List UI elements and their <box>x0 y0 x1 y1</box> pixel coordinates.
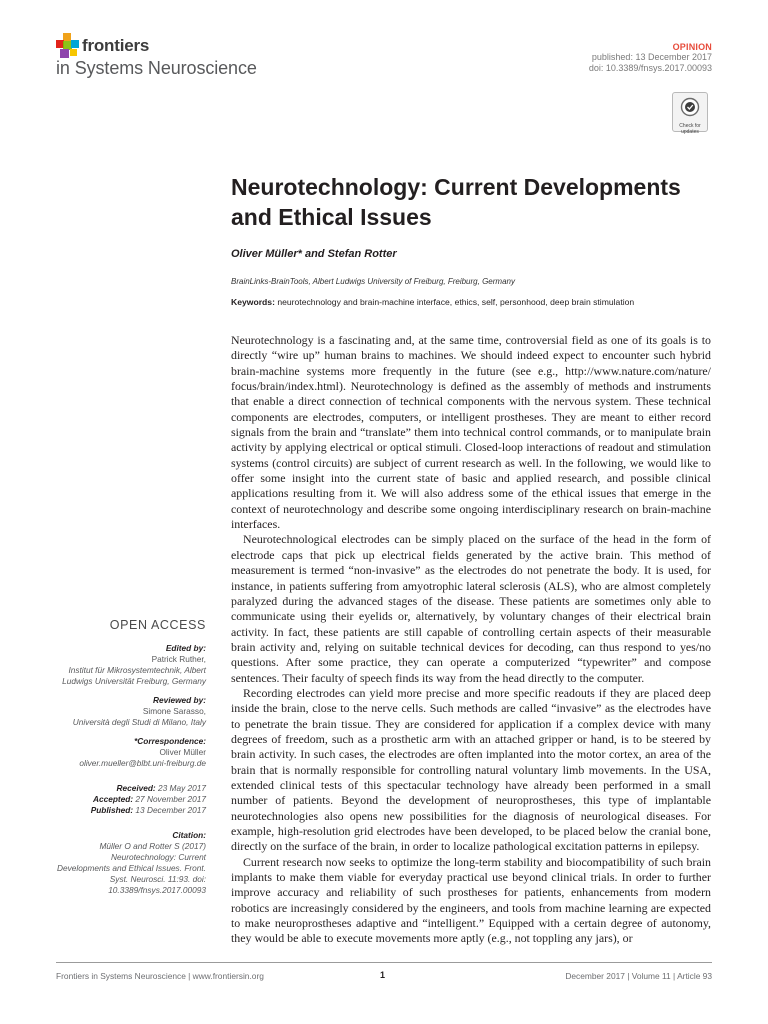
published-label: Published: <box>90 805 134 815</box>
paragraph-1: Neurotechnology is a fascinating and, at the same time, controversial field as one of its goals is to directly “wire up” human brains to machines. We should indeed expect to encounter such hybrid brain-machine systems more frequently in the future (see e.g., http://www.nature.com/nature/ focus/brain/index.html). Neurotechnology is defined as the assembly of methods and instruments that enable a direct connection of technical components with the nervous system. These technical components are electrodes, computers, or intelligent prostheses. They are meant to either record signals from the brain and “translate” them into technical control commands, or to manipulate brain activity by applying electrical or optical stimuli. Closed-loop interactions of readout and stimulation systems (control circuits) are subject of current research as well. In the following, we would like to offer some insight into the current state of basic and applied research, and possible clinical applications resulting from it. We will also address some of the ethical issues that emerge in the context of neurotechnology and describe some ongoing interdisciplinary research on brain-machine interfaces. <box>231 333 711 532</box>
journal-name: in Systems Neuroscience <box>56 58 257 78</box>
footer-issue-info: December 2017 | Volume 11 | Article 93 <box>565 971 712 981</box>
editor-affiliation: Institut für Mikrosystemtechnik, Albert Ludwigs Universität Freiburg, Germany <box>62 665 206 686</box>
article-type: OPINION <box>672 42 712 52</box>
citation-label: Citation: <box>172 830 206 840</box>
badge-line-2: updates <box>681 129 699 135</box>
paragraph-2: Neurotechnological electrodes can be simply placed on the surface of the head in the form of electrode caps that pick up electrical fields generated by the active brain. This method of measurement is termed “non-invasive” as the electrodes do not penetrate the body. It is used, for instance, in patients suffering from amyotrophic lateral sclerosis (ALS), who are almost completely paralyzed during the advanced stages of the disease. These patients are sometimes only able to communicate using their eyelids or, alternatively, by voluntary changes of their electrical brain activity. In fact, these patients are still capable of controlling certain aspects of their measurable brain activity and, relying on suitable technical devices for decoding, can thus respond to yes/no questions. After some practice, they can operate a computerized “typewriter” and compose sentences. Their faculty of speech finds its way from the head directly to the computer. <box>231 532 711 685</box>
check-updates-icon <box>680 97 700 117</box>
accepted-label: Accepted: <box>92 794 134 804</box>
edited-by-label: Edited by: <box>165 643 206 653</box>
article-title: Neurotechnology: Current Developments and Ethical Issues <box>231 174 681 230</box>
open-access-label: OPEN ACCESS <box>109 618 206 632</box>
affiliation: BrainLinks-BrainTools, Albert Ludwigs University of Freiburg, Freiburg, Germany <box>231 277 515 286</box>
article-meta <box>589 42 712 74</box>
footer-journal-link[interactable]: Frontiers in Systems Neuroscience | www.frontiersin.org <box>56 971 264 981</box>
check-for-updates-button[interactable] <box>672 92 708 135</box>
correspondence-name: Oliver Müller <box>159 747 206 757</box>
accepted-row <box>56 794 206 805</box>
page-number: 1 <box>380 970 386 980</box>
correspondence-label: *Correspondence: <box>134 736 206 746</box>
reviewer-name: Simone Sarasso, <box>142 706 206 716</box>
frontiers-logo-icon <box>56 33 80 61</box>
badge-line-1: Check for <box>679 123 701 129</box>
received-date: 23 May 2017 <box>158 783 206 793</box>
published-row <box>56 805 206 816</box>
received-label: Received: <box>116 783 156 793</box>
doi[interactable]: doi: 10.3389/fnsys.2017.00093 <box>588 63 712 73</box>
published-date: published: 13 December 2017 <box>591 52 712 62</box>
received-row <box>56 783 206 794</box>
paragraph-3: Recording electrodes can yield more precise and more specific readouts if they are placed deep inside the brain, close to the nerve cells. Such methods are called “invasive” as the electrodes have to penetrate the brain tissue. They are considered for application if a complex device with many degrees of freedom, such as a prosthetic arm with an attached gripper or hand, is to be steered by brain activity. In such cases, the electrodes are often implanted into the motor cortex, an area of the brain that is normally responsible for controlling natural voluntary limb movements. In the USA, extended clinical tests of this spectacular technology have already been performed in a small number of patients. Beyond the development of neuroprostheses, this type of implantable neurotechnologies also opens new possibilities for the diagnosis of neurological diseases. For example, high-resolution grid electrodes have been developed, to be placed below the cranial bone, directly on the surface of the brain, in order to localize pathological excitation patterns in epilepsy. <box>231 685 711 854</box>
keywords-label: Keywords: <box>231 297 275 307</box>
keywords-list: neurotechnology and brain-machine interface, ethics, self, personhood, deep brain stimulation <box>277 297 635 307</box>
editor-name: Patrick Ruther, <box>151 654 206 664</box>
article-sidebar <box>56 617 206 896</box>
reviewed-by-label: Reviewed by: <box>152 695 206 705</box>
accepted-date: 27 November 2017 <box>135 794 206 804</box>
brand-name: frontiers <box>82 36 150 55</box>
authors: Oliver Müller* and Stefan Rotter <box>231 248 397 260</box>
correspondence-email[interactable]: oliver.mueller@blbt.uni-freiburg.de <box>79 758 206 768</box>
published-date-sidebar: 13 December 2017 <box>135 805 206 815</box>
paragraph-4: Current research now seeks to optimize the long-term stability and biocompatibility of such brain implants to make them viable for everyday practical use beyond clinical trials. In order to further improve accuracy and reliability of such prostheses for patients, enhancements from modern robotics are increasingly considered by the engineers, and tools from machine learning are expected to make neuroprostheses adaptive and “intelligent.” Equipped with a certain degree of autonomy, they would be able to execute movements more aptly (e.g., not toppling any jars), or <box>231 854 711 946</box>
reviewer-affiliation: Università degli Studi di Milano, Italy <box>72 717 206 727</box>
article-body <box>231 333 711 947</box>
footer-divider <box>56 962 712 963</box>
citation-text: Müller O and Rotter S (2017) Neurotechnology: Current Developments and Ethical Issues. Front. Syst. Neurosci. 11:93. doi: 10.3389/fnsys.2017.00093 <box>57 841 206 895</box>
keywords <box>231 297 634 307</box>
